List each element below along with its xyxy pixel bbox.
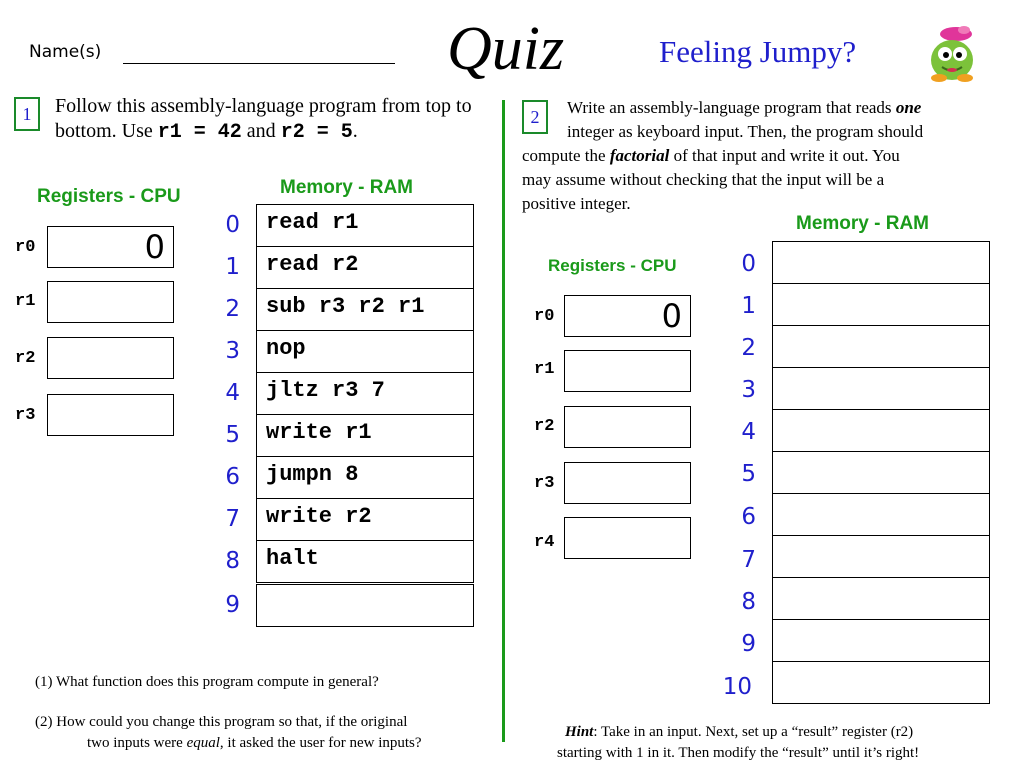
q1-reg-r1[interactable] — [47, 281, 174, 323]
q1-q2-text: two inputs were — [87, 735, 187, 751]
q1-text: Follow this assembly-language program from top to bottom. Use — [55, 95, 472, 142]
q2-mem-cell[interactable] — [772, 619, 990, 662]
q1-mem-cell[interactable]: write r1 — [256, 414, 474, 457]
q1-mem-index: 2 — [225, 296, 240, 322]
q2-text-line3 — [522, 144, 900, 168]
q1-mem-cell[interactable]: jltz r3 7 — [256, 372, 474, 415]
q1-text-end: . — [352, 120, 358, 142]
q1-mem-index: 7 — [225, 506, 240, 532]
q2-mem-cell[interactable] — [772, 577, 990, 620]
q1-mem-cell[interactable]: read r2 — [256, 246, 474, 289]
q2-mem-index: 5 — [741, 461, 756, 487]
q2-text-line1 — [567, 96, 997, 120]
q1-mem-cell[interactable] — [256, 584, 474, 627]
q2-text-c: compute the — [522, 146, 610, 165]
q2-mem-index: 6 — [741, 504, 756, 530]
q1-q2-text-end: , it asked the user for new inputs? — [219, 735, 422, 751]
q2-mem-cell[interactable] — [772, 283, 990, 326]
q2-mem-index: 0 — [741, 251, 756, 277]
q2-reg-r0[interactable]: 0 — [564, 295, 691, 337]
q1-mem-cell[interactable]: nop — [256, 330, 474, 373]
q1-mem-index: 0 — [225, 212, 240, 238]
alien-mascot-icon — [922, 22, 982, 84]
q1-reg-label-r2: r2 — [15, 349, 36, 368]
q1-question-1: (1) What function does this program compute in general? — [35, 674, 379, 690]
q2-mem-cell[interactable] — [772, 325, 990, 368]
q2-reg-label-r2: r2 — [534, 417, 555, 436]
q1-mem-index: 5 — [225, 422, 240, 448]
q1-mem-index: 1 — [225, 254, 240, 280]
q2-reg-label-r1: r1 — [534, 360, 555, 379]
q2-emphasis-factorial: factorial — [609, 146, 670, 165]
q2-text-d: of that input and write it out. You — [669, 146, 900, 165]
q2-hint-line2: starting with 1 in it. Then modify the “result” until it’s right! — [557, 745, 920, 761]
q1-question-2-line1: (2) How could you change this program so that, if the original — [35, 714, 408, 730]
q2-mem-index: 9 — [741, 631, 756, 657]
q2-mem-cell[interactable] — [772, 451, 990, 494]
q2-mem-index: 2 — [741, 335, 756, 361]
q2-text-line5: positive integer. — [522, 194, 631, 213]
q2-reg-label-r4: r4 — [534, 533, 555, 552]
q1-instructions — [55, 94, 485, 145]
q2-mem-index: 1 — [741, 293, 756, 319]
q1-mem-cell[interactable]: read r1 — [256, 204, 474, 247]
q2-memory-heading: Memory - RAM — [796, 213, 930, 234]
q2-mem-index: 10 — [722, 674, 752, 700]
q2-hint-line1 — [565, 724, 913, 741]
q2-mem-cell[interactable] — [772, 535, 990, 578]
q2-reg-r4[interactable] — [564, 517, 691, 559]
question-number-badge: 1 — [14, 97, 40, 131]
q2-registers-heading: Registers - CPU — [548, 256, 677, 275]
q2-mem-cell[interactable] — [772, 661, 990, 704]
q2-mem-cell[interactable] — [772, 367, 990, 410]
q1-mem-index: 8 — [225, 548, 240, 574]
q2-mem-index: 8 — [741, 589, 756, 615]
q2-hint-text: : Take in an input. Next, set up a “result” register (r2) — [593, 724, 914, 740]
q2-mem-cell[interactable] — [772, 241, 990, 284]
question-number-badge: 2 — [522, 100, 548, 134]
q1-memory-heading: Memory - RAM — [280, 177, 414, 198]
q1-mem-index: 6 — [225, 464, 240, 490]
page-title: Quiz — [447, 15, 565, 83]
q1-reg-label-r0: r0 — [15, 238, 36, 257]
q2-emphasis-one: one — [895, 98, 922, 117]
q2-mem-index: 7 — [741, 547, 756, 573]
q1-mem-cell[interactable]: write r2 — [256, 498, 474, 541]
q2-reg-label-r3: r3 — [534, 474, 555, 493]
q2-hint-label: Hint — [565, 724, 594, 740]
q1-code-r1: r1 = 42 — [157, 121, 242, 144]
q1-mem-cell[interactable]: sub r3 r2 r1 — [256, 288, 474, 331]
q1-reg-r2[interactable] — [47, 337, 174, 379]
page-subtitle: Feeling Jumpy? — [659, 34, 857, 69]
q2-mem-cell[interactable] — [772, 493, 990, 536]
q2-reg-r3[interactable] — [564, 462, 691, 504]
q1-mem-cell[interactable]: jumpn 8 — [256, 456, 474, 499]
q1-mem-index: 9 — [225, 592, 240, 618]
q2-text-line4: may assume without checking that the input will be a — [522, 170, 885, 189]
q1-reg-r3[interactable] — [47, 394, 174, 436]
q2-text-line2: integer as keyboard input. Then, the program should — [567, 122, 924, 141]
q1-text-and: and — [241, 120, 281, 142]
q1-question-2-line2 — [87, 735, 422, 752]
q2-text: Write an assembly-language program that reads — [567, 98, 896, 117]
q1-mem-cell[interactable]: halt — [256, 540, 474, 583]
q1-mem-index: 3 — [225, 338, 240, 364]
name-label: Name(s) — [29, 42, 102, 62]
q2-reg-label-r0: r0 — [534, 307, 555, 326]
q1-mem-index: 4 — [225, 380, 240, 406]
q2-mem-cell[interactable] — [772, 409, 990, 452]
q1-code-r2: r2 = 5 — [280, 121, 353, 144]
q2-mem-index: 3 — [741, 377, 756, 403]
q1-registers-heading: Registers - CPU — [37, 186, 181, 207]
section-divider — [502, 100, 505, 742]
q1-reg-r0[interactable]: 0 — [47, 226, 174, 268]
name-input-line[interactable] — [123, 63, 395, 64]
q1-reg-label-r1: r1 — [15, 292, 36, 311]
q2-reg-r2[interactable] — [564, 406, 691, 448]
q2-mem-index: 4 — [741, 419, 756, 445]
q1-reg-label-r3: r3 — [15, 406, 36, 425]
q1-q2-emphasis: equal — [186, 735, 220, 751]
q2-reg-r1[interactable] — [564, 350, 691, 392]
